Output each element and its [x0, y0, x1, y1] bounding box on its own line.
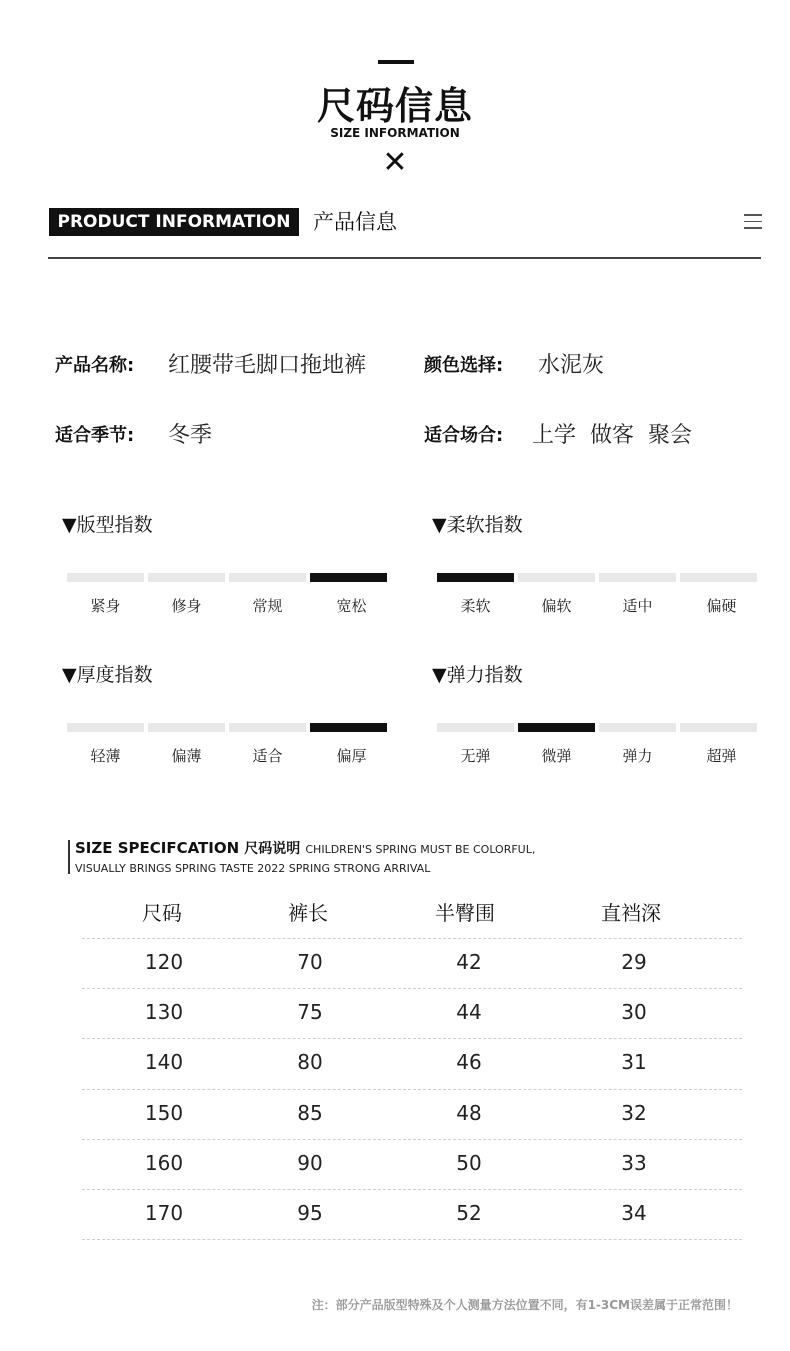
table-cell: 80 — [297, 1050, 323, 1075]
table-cell: 140 — [144, 1050, 184, 1075]
occasion-value: 上学 做客 聚会 — [532, 423, 692, 448]
table-cell: 160 — [144, 1150, 184, 1175]
spec-title-en: SIZE SPECIFCATION — [75, 839, 240, 857]
table-cell: 44 — [456, 1000, 482, 1025]
spec-accent-line — [68, 840, 70, 874]
col-header-length: 裤长 — [288, 901, 328, 925]
scale-segment — [680, 573, 757, 582]
product-info-badge: PRODUCT INFORMATION — [49, 208, 299, 236]
scale-segment — [229, 723, 306, 732]
scale-option-label: 偏软 — [541, 597, 572, 615]
scale-option-label: 偏厚 — [336, 747, 367, 765]
cross-icon: ✕ — [382, 145, 408, 180]
col-header-rise: 直裆深 — [601, 901, 661, 925]
scale-option-label: 超弹 — [706, 747, 737, 765]
scale-segment — [518, 573, 595, 582]
scale-option-label: 轻薄 — [90, 747, 121, 765]
scale-segment — [148, 723, 225, 732]
scale-segment — [437, 723, 514, 732]
spec-heading — [75, 838, 535, 860]
scale-option-label: 适中 — [622, 597, 653, 615]
scale-option-label: 宽松 — [336, 597, 367, 615]
table-cell: 70 — [297, 950, 323, 974]
scale-option-label: 微弹 — [541, 747, 572, 765]
table-cell: 34 — [621, 1201, 647, 1225]
row-separator — [82, 1189, 742, 1190]
table-cell: 46 — [456, 1050, 482, 1075]
menu-icon[interactable] — [744, 214, 762, 230]
softness-index-title: ▼柔软指数 — [432, 514, 523, 536]
spec-title-cn: 尺码说明 — [244, 841, 301, 857]
product-info-title-cn: 产品信息 — [313, 210, 397, 234]
name-label: 产品名称: — [55, 355, 135, 376]
scale-segment-selected — [437, 573, 514, 582]
season-label: 适合季节: — [55, 425, 135, 446]
scale-option-label: 紧身 — [90, 597, 121, 615]
scale-segment — [148, 573, 225, 582]
measurement-note: 注：部分产品版型特殊及个人测量方法位置不同，有1-3CM误差属于正常范围！ — [311, 1298, 738, 1312]
scale-option-label: 常规 — [252, 597, 283, 615]
row-separator — [82, 1239, 742, 1240]
title-dash — [378, 60, 414, 64]
table-cell: 30 — [621, 1000, 647, 1025]
table-cell: 170 — [144, 1201, 184, 1225]
row-separator — [82, 988, 742, 989]
col-header-size: 尺码 — [142, 901, 182, 925]
scale-option-label: 偏薄 — [171, 747, 202, 765]
table-cell: 32 — [621, 1100, 647, 1125]
row-separator — [82, 1139, 742, 1140]
table-cell: 75 — [297, 1000, 323, 1025]
table-cell: 85 — [297, 1100, 323, 1125]
fit-index-scale — [67, 573, 387, 615]
page-subtitle: SIZE INFORMATION — [330, 126, 460, 140]
scale-option-label: 偏硬 — [706, 597, 737, 615]
color-value: 水泥灰 — [538, 353, 605, 378]
row-separator — [82, 1038, 742, 1039]
col-header-hip: 半臀围 — [435, 901, 495, 925]
scale-option-label: 柔软 — [460, 597, 491, 615]
spec-desc-1: CHILDREN'S SPRING MUST BE COLORFUL, — [305, 843, 536, 856]
fit-index-title: ▼版型指数 — [62, 514, 153, 536]
thickness-index-title: ▼厚度指数 — [62, 664, 153, 686]
spec-desc-2: VISUALLY BRINGS SPRING TASTE 2022 SPRING STRONG ARRIVAL — [75, 862, 431, 875]
season-value: 冬季 — [168, 423, 213, 448]
table-cell: 130 — [144, 1000, 184, 1025]
table-cell: 95 — [297, 1201, 323, 1225]
scale-option-label: 弹力 — [622, 747, 653, 765]
softness-index-scale — [437, 573, 757, 615]
table-cell: 48 — [456, 1100, 482, 1125]
elasticity-index-scale — [437, 723, 757, 765]
table-cell: 120 — [144, 950, 184, 974]
scale-segment — [67, 573, 144, 582]
name-value: 红腰带毛脚口拖地裤 — [168, 353, 367, 378]
table-cell: 52 — [456, 1201, 482, 1225]
table-cell: 29 — [621, 950, 647, 974]
table-cell: 50 — [456, 1150, 482, 1175]
header-divider — [48, 257, 761, 259]
row-separator — [82, 938, 742, 939]
scale-option-label: 无弹 — [460, 747, 491, 765]
scale-segment — [67, 723, 144, 732]
scale-segment — [680, 723, 757, 732]
row-separator — [82, 1089, 742, 1090]
page-title: 尺码信息 — [316, 84, 473, 128]
scale-segment-selected — [310, 573, 387, 582]
scale-segment-selected — [310, 723, 387, 732]
thickness-index-scale — [67, 723, 387, 765]
scale-option-label: 修身 — [171, 597, 202, 615]
scale-option-label: 适合 — [252, 747, 283, 765]
scale-segment — [599, 723, 676, 732]
occasion-label: 适合场合: — [424, 425, 504, 446]
scale-segment — [599, 573, 676, 582]
table-cell: 42 — [456, 950, 482, 974]
elasticity-index-title: ▼弹力指数 — [432, 664, 523, 686]
table-cell: 90 — [297, 1150, 323, 1175]
table-cell: 33 — [621, 1150, 647, 1175]
color-label: 颜色选择: — [424, 355, 504, 376]
table-cell: 150 — [144, 1100, 184, 1125]
scale-segment — [229, 573, 306, 582]
table-cell: 31 — [621, 1050, 647, 1075]
scale-segment-selected — [518, 723, 595, 732]
